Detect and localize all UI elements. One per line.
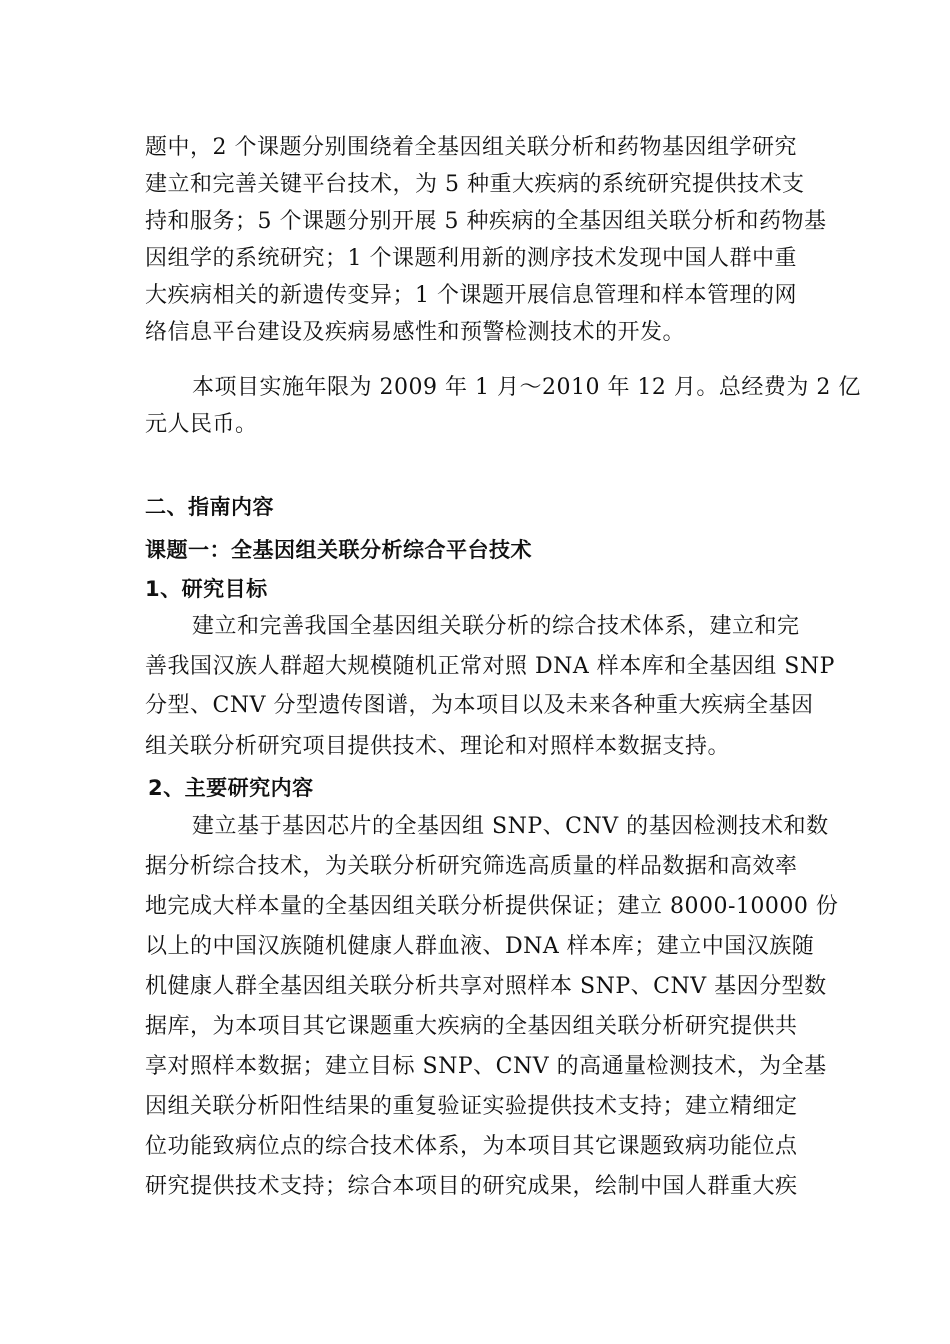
- schedule-line-2: 元人民币。: [145, 412, 258, 437]
- content-line-3: 地完成大样本量的全基因组关联分析提供保证；建立 8000-10000 份: [145, 894, 839, 919]
- schedule-line-1: 本项目实施年限为 2009 年 1 月～2010 年 12 月。总经费为 2 亿: [192, 375, 861, 400]
- intro-line-5: 大疾病相关的新遗传变异；1 个课题开展信息管理和样本管理的网: [145, 283, 797, 308]
- intro-line-4: 因组学的系统研究；1 个课题利用新的测序技术发现中国人群中重: [145, 246, 797, 271]
- content-line-1: 建立基于基因芯片的全基因组 SNP、CNV 的基因检测技术和数: [192, 814, 829, 839]
- intro-line-6: 络信息平台建设及疾病易感性和预警检测技术的开发。: [145, 320, 686, 345]
- content-heading: 2、主要研究内容: [148, 776, 314, 800]
- intro-line-2: 建立和完善关键平台技术，为 5 种重大疾病的系统研究提供技术支: [145, 172, 805, 197]
- content-line-10: 研究提供技术支持；综合本项目的研究成果，绘制中国人群重大疾: [145, 1174, 798, 1199]
- content-line-2: 据分析综合技术，为关联分析研究筛选高质量的样品数据和高效率: [145, 854, 798, 879]
- intro-line-1: 题中，2 个课题分别围绕着全基因组关联分析和药物基因组学研究: [145, 135, 797, 160]
- goal-line-1: 建立和完善我国全基因组关联分析的综合技术体系，建立和完: [192, 614, 800, 639]
- content-line-8: 因组关联分析阳性结果的重复验证实验提供技术支持；建立精细定: [145, 1094, 798, 1119]
- topic-heading: 课题一：全基因组关联分析综合平台技术: [145, 538, 532, 562]
- goal-line-2: 善我国汉族人群超大规模随机正常对照 DNA 样本库和全基因组 SNP: [145, 654, 835, 679]
- goal-line-3: 分型、CNV 分型遗传图谱，为本项目以及未来各种重大疾病全基因: [145, 693, 814, 718]
- goal-line-4: 组关联分析研究项目提供技术、理论和对照样本数据支持。: [145, 734, 731, 759]
- content-line-6: 据库，为本项目其它课题重大疾病的全基因组关联分析研究提供共: [145, 1014, 798, 1039]
- content-line-7: 享对照样本数据；建立目标 SNP、CNV 的高通量检测技术，为全基: [145, 1054, 827, 1079]
- section-heading: 二、指南内容: [145, 495, 274, 519]
- content-line-4: 以上的中国汉族随机健康人群血液、DNA 样本库；建立中国汉族随: [145, 934, 815, 959]
- goal-heading: 1、研究目标: [145, 577, 268, 601]
- intro-line-3: 持和服务；5 个课题分别开展 5 种疾病的全基因组关联分析和药物基: [145, 209, 827, 234]
- content-line-5: 机健康人群全基因组关联分析共享对照样本 SNP、CNV 基因分型数: [145, 974, 827, 999]
- content-line-9: 位功能致病位点的综合技术体系，为本项目其它课题致病功能位点: [145, 1134, 798, 1159]
